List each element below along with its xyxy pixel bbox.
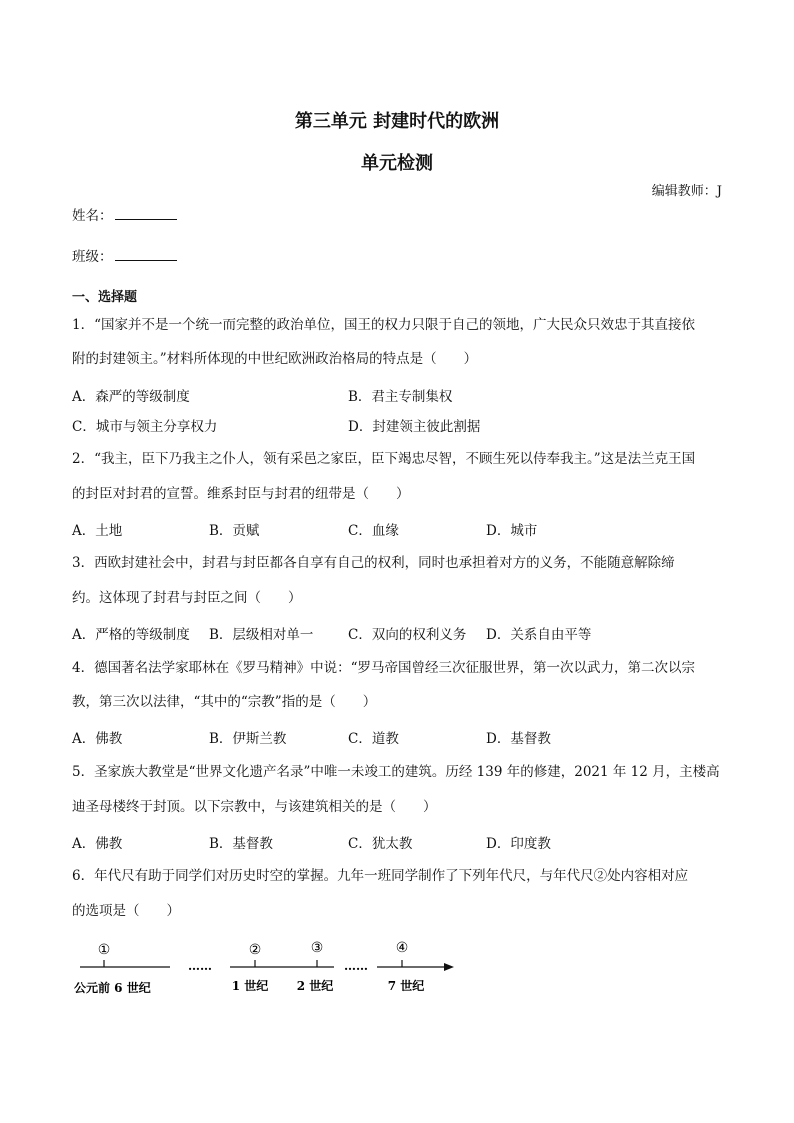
- question-3-line-2: 约。这体现了封君与封臣之间（ ）: [72, 590, 302, 606]
- timeline-label-4: 7 世纪: [387, 979, 425, 993]
- class-field: [72, 245, 177, 265]
- timeline-label-3: 2 世纪: [296, 979, 334, 993]
- timeline-svg: [72, 934, 472, 1004]
- timeline-marker-2: ②: [248, 942, 262, 958]
- timeline-marker-1: ①: [97, 942, 111, 958]
- question-1-option-a[interactable]: A．森严的等级制度: [72, 389, 190, 405]
- question-2-line-2: 的封臣对封君的宣誓。维系封臣与封君的纽带是（ ）: [72, 486, 410, 502]
- question-4-option-c[interactable]: C．道教: [348, 731, 399, 747]
- question-4-line-1: 4．德国著名法学家耶林在《罗马精神》中说：“罗马帝国曾经三次征服世界，第一次以武力，第二次以宗: [72, 660, 695, 676]
- question-2-option-a[interactable]: A．土地: [72, 523, 123, 539]
- section-heading: 一、选择题: [72, 290, 138, 305]
- question-6-line-2: 的选项是（ ）: [72, 903, 180, 919]
- question-1-option-d[interactable]: D．封建领主彼此割据: [348, 419, 481, 435]
- question-1-line-1: 1．“国家并不是一个统一而完整的政治单位，国王的权力只限于自己的领地，广大民众只效忠于其直接依: [72, 317, 695, 333]
- question-3-line-1: 3．西欧封建社会中，封君与封臣都各自享有自己的权利，同时也承担着对方的义务，不能随意解除缔: [72, 555, 675, 571]
- timeline-marker-4: ④: [395, 940, 409, 956]
- question-5-line-1: 5．圣家族大教堂是“世界文化遗产名录”中唯一未竣工的建筑。历经 139 年的修建，2021 年 12 月，主楼高: [72, 764, 720, 780]
- page-subtitle: 单元检测: [361, 153, 433, 174]
- question-6-line-1: 6．年代尺有助于同学们对历史时空的掌握。九年一班同学制作了下列年代尺，与年代尺②处内容相对应: [72, 868, 689, 884]
- question-1-option-c[interactable]: C．城市与领主分享权力: [72, 419, 218, 435]
- question-1-option-b[interactable]: B．君主专制集权: [348, 389, 453, 405]
- question-1-line-2: 附的封建领主。”材料所体现的中世纪欧洲政治格局的特点是（ ）: [72, 351, 478, 367]
- question-4-option-b[interactable]: B．伊斯兰教: [209, 731, 287, 747]
- question-3-option-a[interactable]: A．严格的等级制度: [72, 627, 190, 643]
- timeline-marker-3: ③: [310, 940, 324, 956]
- editor-label: 编辑教师：J: [651, 184, 722, 199]
- name-label: 姓名：: [72, 208, 113, 224]
- class-label: 班级：: [72, 249, 113, 265]
- question-3-option-c[interactable]: C．双向的权利义务: [348, 627, 467, 643]
- name-blank[interactable]: [115, 207, 177, 220]
- page-title: 第三单元 封建时代的欧洲: [294, 111, 500, 132]
- timeline-label-2: 1 世纪: [231, 979, 269, 993]
- question-5-option-c[interactable]: C．犹太教: [348, 836, 413, 852]
- question-5-option-d[interactable]: D．印度教: [486, 836, 551, 852]
- timeline-ellipsis-1: ……: [188, 959, 212, 973]
- question-5-option-a[interactable]: A．佛教: [72, 836, 123, 852]
- timeline-figure: [72, 934, 472, 1004]
- question-3-option-b[interactable]: B．层级相对单一: [209, 627, 314, 643]
- class-blank[interactable]: [115, 248, 177, 261]
- question-5-line-2: 迪圣母楼终于封顶。以下宗教中，与该建筑相关的是（ ）: [72, 799, 437, 815]
- question-2-line-1: 2．“我主，臣下乃我主之仆人，领有采邑之家臣，臣下竭忠尽智，不顾生死以侍奉我主。”这是法兰克王国: [72, 451, 696, 467]
- question-2-option-b[interactable]: B．贡赋: [209, 523, 260, 539]
- timeline-ellipsis-2: ……: [344, 959, 368, 973]
- question-5-option-b[interactable]: B．基督教: [209, 836, 273, 852]
- question-2-option-c[interactable]: C．血缘: [348, 523, 399, 539]
- timeline-label-1: 公元前 6 世纪: [74, 981, 151, 995]
- question-4-line-2: 教，第三次以法律，“其中的“宗教”指的是（ ）: [72, 694, 377, 710]
- question-3-option-d[interactable]: D．关系自由平等: [486, 627, 592, 643]
- question-4-option-a[interactable]: A．佛教: [72, 731, 123, 747]
- name-field: [72, 204, 177, 224]
- question-2-option-d[interactable]: D．城市: [486, 523, 538, 539]
- question-4-option-d[interactable]: D．基督教: [486, 731, 551, 747]
- timeline-arrow-icon: [444, 963, 454, 971]
